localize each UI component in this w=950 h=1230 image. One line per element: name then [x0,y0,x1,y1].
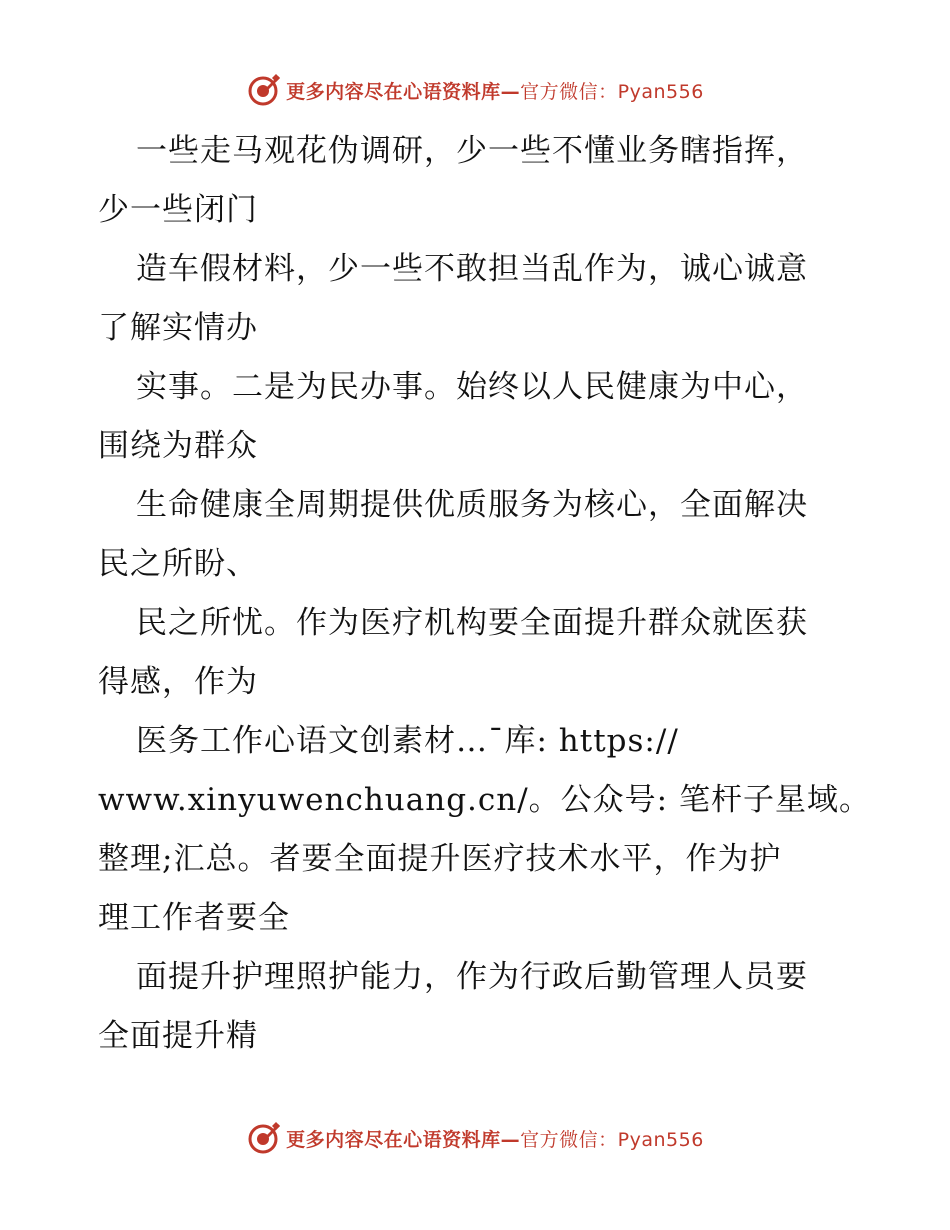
text-line: 民之所盼、 [98,546,258,582]
text-line: 得感，作为 [98,664,258,700]
text-line: 面提升护理照护能力，作为行政后勤管理人员要 [136,959,808,995]
text-line: 造车假材料，少一些不敢担当乱作为，诚心诚意 [136,251,808,287]
header-text: 更多内容尽在心语资料库—官方微信：Pyan556 [286,80,704,103]
text-line: 了解实情办 [98,310,258,346]
text-line: 理工作者要全 [98,900,290,936]
text-line: www.xinyuwenchuang.cn/。公众号: 笔杆子星域。 [98,782,871,818]
text-line: 全面提升精 [98,1018,258,1054]
text-line: 一些走马观花伪调研，少一些不懂业务瞎指挥， [136,133,808,169]
text-line: 民之所忧。作为医疗机构要全面提升群众就医获 [136,605,808,641]
text-line: 围绕为群众 [98,428,258,464]
footer-banner [0,1118,950,1158]
pen-circle-logo-icon [246,72,282,108]
text-line: 整理;汇总。者要全面提升医疗技术水平，作为护 [98,841,782,877]
text-line: 生命健康全周期提供优质服务为核心，全面解决 [136,487,808,523]
pen-circle-logo-icon [246,1120,282,1156]
header-banner [0,70,950,110]
text-line: 实事。二是为民办事。始终以人民健康为中心， [136,369,808,405]
text-line: 医务工作心语文创素材…¯库: https:// [136,723,679,759]
document-body [98,122,871,1066]
footer-text: 更多内容尽在心语资料库—官方微信：Pyan556 [286,1128,704,1151]
text-line: 少一些闭门 [98,192,258,228]
